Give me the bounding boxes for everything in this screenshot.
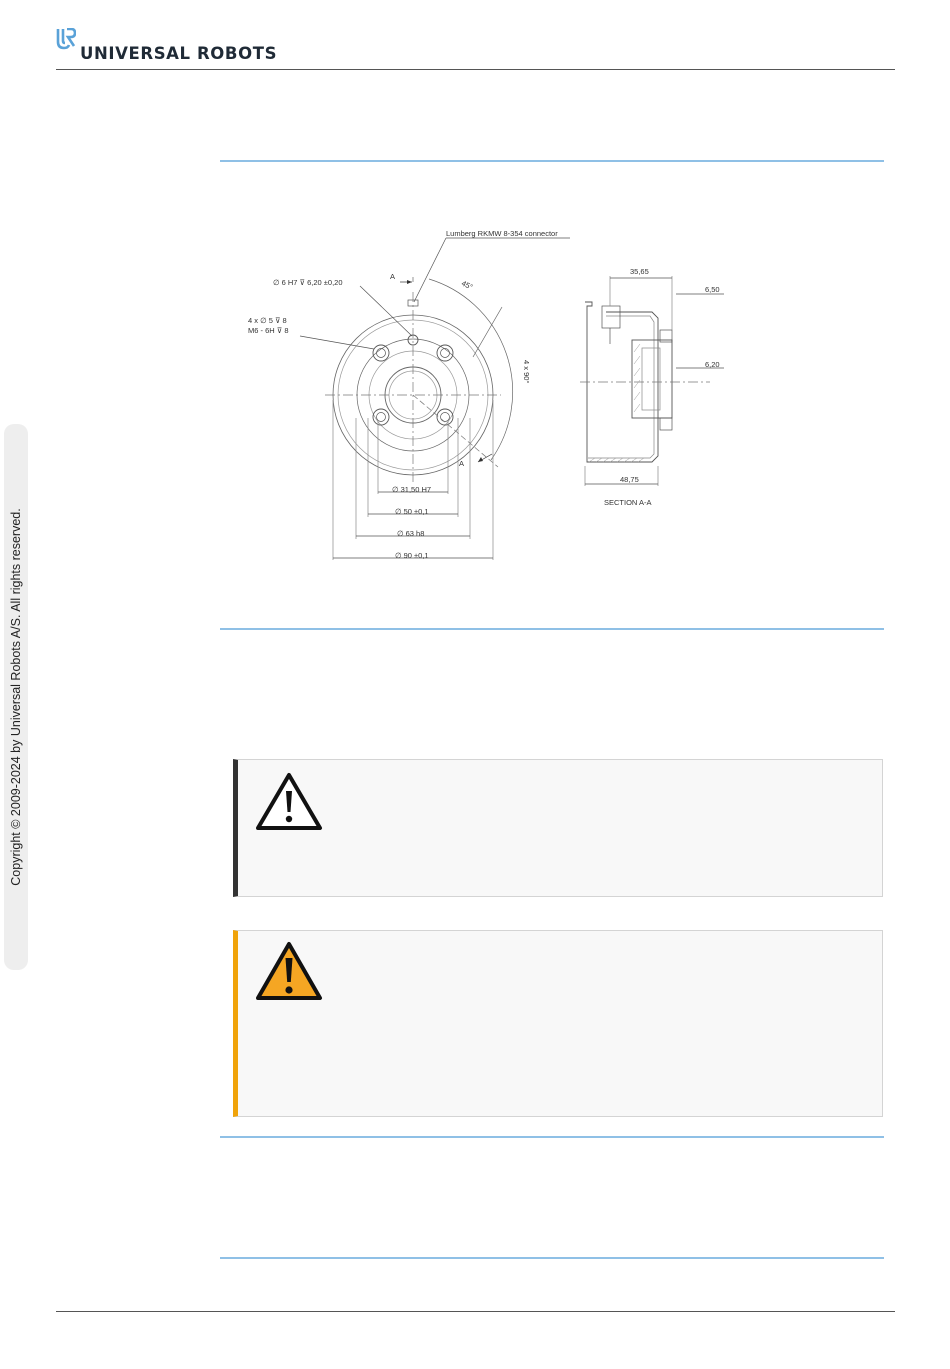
warning-triangle-icon — [255, 940, 323, 1002]
dim-35-65-label: 35,65 — [630, 267, 649, 276]
angle-45-label: 45° — [460, 278, 475, 292]
connector-label: Lumberg RKMW 8-354 connector — [446, 229, 558, 238]
pin-hole-callout: ∅ 6 H7 ⊽ 6,20 ±0,20 — [273, 278, 343, 287]
dim-d63-label: ∅ 63 h8 — [397, 529, 425, 538]
dim-d90-label: ∅ 90 ±0,1 — [395, 551, 429, 560]
caution-admonition — [233, 759, 883, 897]
dim-d50-label: ∅ 50 ±0,1 — [395, 507, 429, 516]
copyright-text: Copyright © 2009-2024 by Universal Robots A/S. All rights reserved. — [9, 508, 23, 886]
dim-6-50-label: 6,50 — [705, 285, 720, 294]
caution-triangle-icon — [255, 771, 323, 831]
section-rule — [220, 628, 884, 630]
section-marker-bottom: A — [459, 459, 465, 468]
dim-d31-label: ∅ 31,50 H7 — [392, 485, 432, 494]
section-marker-top: A — [390, 272, 396, 281]
section-rule — [220, 160, 884, 162]
brand-name: UNIVERSAL ROBOTS — [80, 44, 278, 63]
section-rule — [220, 1136, 884, 1138]
warning-admonition — [233, 930, 883, 1117]
header-rule — [56, 69, 895, 70]
section-title: SECTION A-A — [604, 498, 652, 507]
holes-callout-line1: 4 x ∅ 5 ⊽ 8 — [248, 316, 287, 325]
section-view — [580, 276, 724, 486]
section-rule — [220, 1257, 884, 1259]
holes-callout-line2: M6 - 6H ⊽ 8 — [248, 326, 289, 335]
dim-6-20-label: 6,20 — [705, 360, 720, 369]
drawing-labels — [248, 229, 720, 560]
angle-4x90-label: 4 x 90° — [522, 360, 531, 384]
ur-logo-icon — [56, 28, 76, 50]
footer-rule — [56, 1311, 895, 1312]
dim-48-75-label: 48,75 — [620, 475, 639, 484]
header-logo — [56, 28, 278, 64]
tool-flange-drawing — [240, 222, 740, 567]
